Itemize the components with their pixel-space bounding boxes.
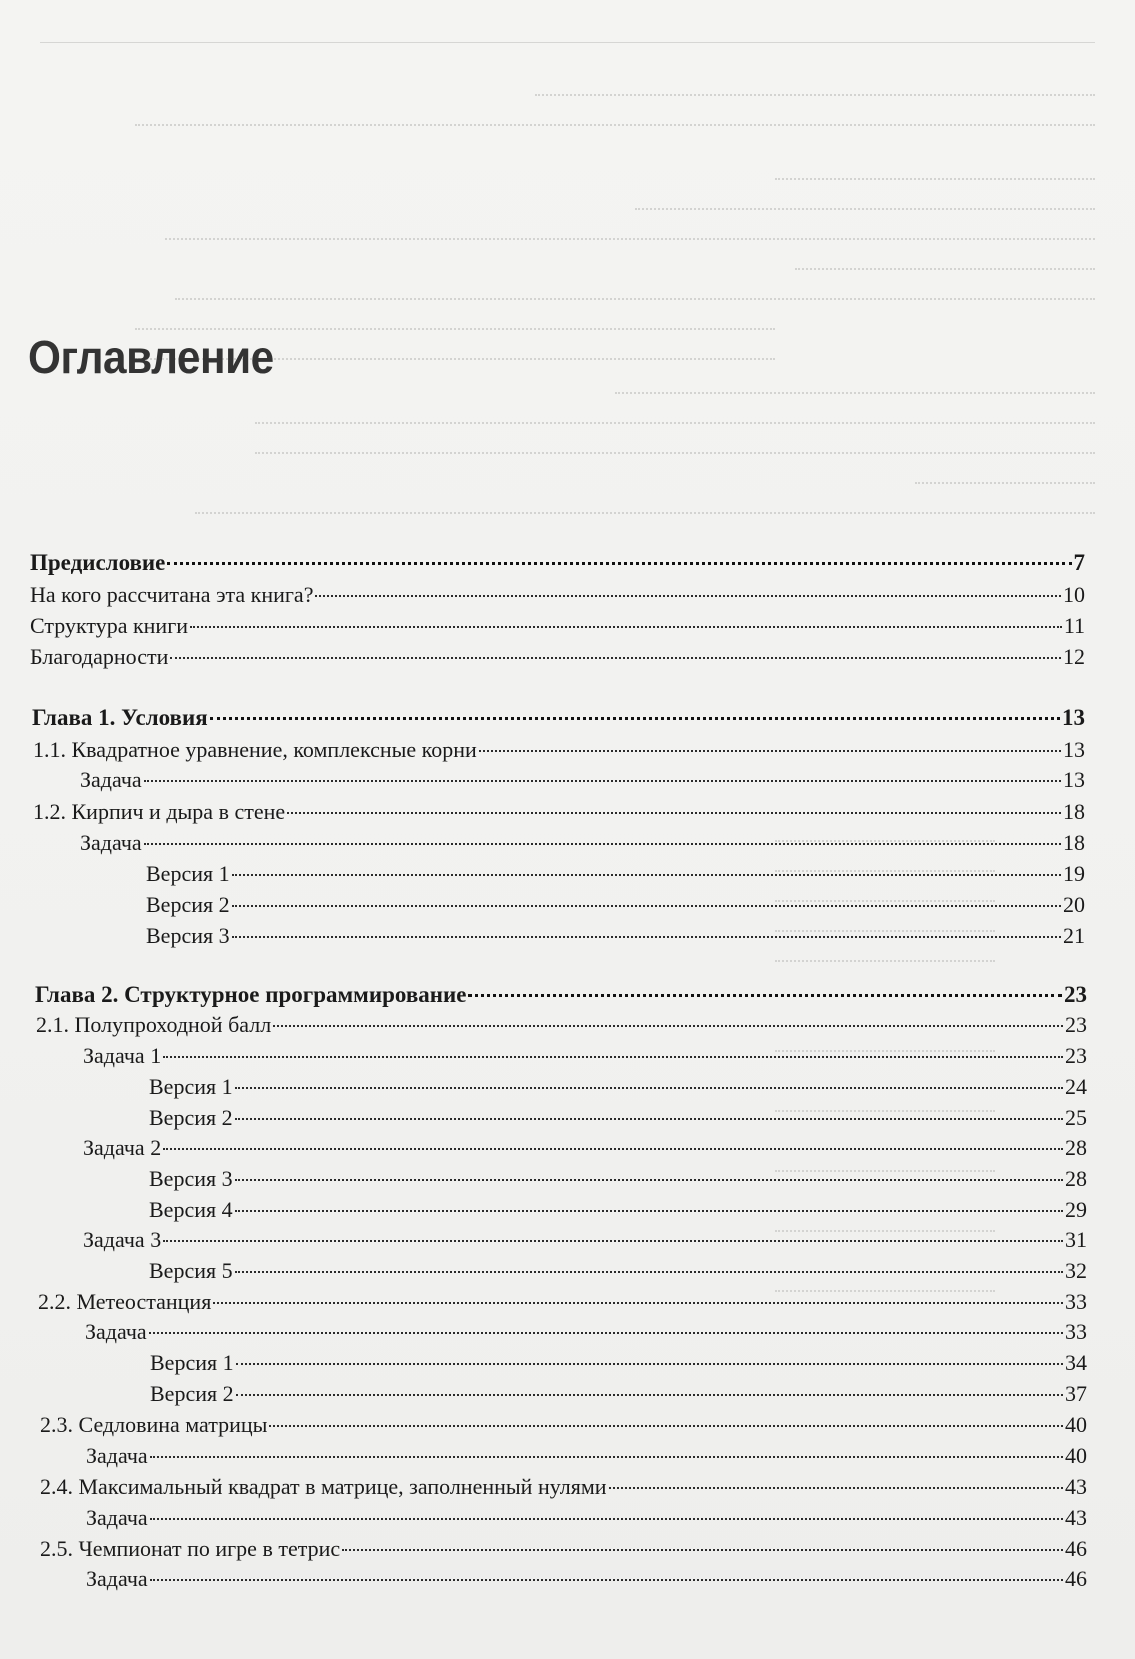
toc-entry[interactable] [149,1073,1087,1101]
toc-entry-title: 2.2. Метеостанция [38,1289,212,1314]
toc-page-number: 46 [1065,1566,1087,1591]
dot-leader [170,657,1061,659]
toc-entry-chapter-1[interactable] [32,704,1085,732]
toc-entry[interactable] [30,612,1085,640]
toc-entry[interactable] [149,1257,1087,1285]
toc-entry[interactable] [40,1535,1087,1563]
dot-leader [232,905,1061,907]
dot-leader [287,812,1061,814]
toc-entry[interactable] [80,829,1085,857]
toc-page-number: 46 [1065,1536,1087,1561]
toc-page-number: 12 [1063,644,1085,669]
toc-entry-title: 2.4. Максимальный квадрат в матрице, заполненный нулями [40,1474,607,1499]
dot-leader [236,1363,1063,1365]
dot-leader [150,1518,1063,1520]
toc-page-number: 23 [1065,1043,1087,1068]
toc-entry-title: Глава 1. Условия [32,705,208,730]
dot-leader [315,595,1061,597]
toc-entry[interactable] [30,643,1085,671]
toc-entry-title: Версия 1 [146,861,230,886]
toc-entry[interactable] [86,1565,1087,1593]
toc-entry-title: Задача 1 [83,1043,162,1068]
toc-page-number: 10 [1063,582,1085,607]
toc-entry-title: Версия 3 [146,923,230,948]
dot-leader [235,1118,1063,1120]
toc-entry-title: 2.5. Чемпионат по игре в тетрис [40,1536,341,1561]
dot-leader [210,717,1060,720]
toc-entry-title: 2.3. Седловина матрицы [40,1412,268,1437]
toc-entry-title: Версия 1 [150,1350,234,1375]
toc-page-number: 23 [1064,982,1087,1007]
toc-entry-title: Задача 3 [83,1227,162,1252]
dot-leader [342,1549,1063,1551]
toc-entry[interactable] [150,1380,1087,1408]
toc-page-number: 18 [1063,799,1085,824]
toc-entry[interactable] [146,891,1085,919]
toc-entry-title: 1.2. Кирпич и дыра в стене [33,799,286,824]
toc-entry[interactable] [149,1104,1087,1132]
toc-entry-title: На кого рассчитана эта книга? [30,582,314,607]
toc-entry[interactable] [150,1349,1087,1377]
dot-leader [235,1210,1063,1212]
toc-entry-title: Версия 5 [149,1258,233,1283]
toc-page-number: 13 [1062,705,1085,730]
toc-entry-title: 2.1. Полупроходной балл [36,1012,272,1037]
toc-page-number: 21 [1063,923,1085,948]
toc-page-number: 24 [1065,1074,1087,1099]
toc-entry[interactable] [83,1226,1087,1254]
toc-entry[interactable] [30,581,1085,609]
toc-entry[interactable] [40,1411,1087,1439]
toc-entry-title: Задача [80,767,142,792]
toc-entry-preface[interactable] [30,549,1085,577]
toc-page-number: 33 [1065,1289,1087,1314]
toc-entry[interactable] [86,1504,1087,1532]
toc-entry[interactable] [149,1165,1087,1193]
toc-page-number: 13 [1063,737,1085,762]
dot-leader [163,1148,1063,1150]
toc-entry-title: Благодарности [30,644,169,669]
dot-leader [235,1271,1063,1273]
toc-entry[interactable] [85,1318,1087,1346]
toc-page-number: 18 [1063,830,1085,855]
dot-leader [468,994,1062,997]
toc-entry[interactable] [33,736,1085,764]
dot-leader [150,1456,1063,1458]
toc-entry-title: Задача 2 [83,1135,162,1160]
dot-leader [479,750,1061,752]
toc-page-number: 19 [1063,861,1085,886]
dot-leader [167,562,1071,565]
dot-leader [235,1179,1063,1181]
toc-page-number: 40 [1065,1412,1087,1437]
dot-leader [213,1302,1063,1304]
toc-entry[interactable] [149,1196,1087,1224]
toc-page-number: 25 [1065,1105,1087,1130]
toc-page-number: 37 [1065,1381,1087,1406]
toc-page-number: 43 [1065,1505,1087,1530]
dot-leader [163,1056,1063,1058]
toc-page-number: 28 [1065,1166,1087,1191]
toc-page-number: 20 [1063,892,1085,917]
toc-entry[interactable] [83,1134,1087,1162]
toc-entry[interactable] [83,1042,1087,1070]
toc-entry-title: Глава 2. Структурное программирование [35,982,467,1007]
toc-entry-title: Версия 2 [150,1381,234,1406]
toc-entry[interactable] [146,922,1085,950]
dot-leader [163,1240,1063,1242]
toc-entry-title: Задача [86,1505,148,1530]
toc-page-number: 23 [1065,1012,1087,1037]
toc-page-number: 29 [1065,1197,1087,1222]
dot-leader [236,1394,1063,1396]
toc-page-number: 43 [1065,1474,1087,1499]
dot-leader [149,1332,1063,1334]
toc-entry-title: Задача [80,830,142,855]
toc-entry[interactable] [36,1011,1087,1039]
toc-page-number: 34 [1065,1350,1087,1375]
dot-leader [150,1579,1063,1581]
toc-entry-title: Версия 2 [146,892,230,917]
dot-leader [273,1025,1063,1027]
toc-entry[interactable] [80,766,1085,794]
toc-entry-title: Задача [86,1443,148,1468]
toc-entry-title: Предисловие [30,550,166,575]
toc-entry-title: Версия 1 [149,1074,233,1099]
toc-page-number: 13 [1063,767,1085,792]
toc-page-number: 28 [1065,1135,1087,1160]
dot-leader [190,626,1062,628]
toc-page-number: 7 [1073,550,1085,575]
toc-page-number: 33 [1065,1319,1087,1344]
toc-page-number: 31 [1065,1227,1087,1252]
toc-entry-title: Задача [86,1566,148,1591]
toc-entry[interactable] [33,798,1085,826]
toc-page-number: 40 [1065,1443,1087,1468]
toc-page-number: 32 [1065,1258,1087,1283]
dot-leader [232,874,1061,876]
toc-entry-chapter-2[interactable] [35,981,1087,1009]
dot-leader [235,1087,1063,1089]
dot-leader [232,936,1061,938]
toc-entry[interactable] [146,860,1085,888]
toc-entry-title: 1.1. Квадратное уравнение, комплексные корни [33,737,477,762]
dot-leader [144,843,1061,845]
dot-leader [609,1487,1063,1489]
toc-entry-title: Версия 2 [149,1105,233,1130]
toc-entry[interactable] [86,1442,1087,1470]
dot-leader [144,780,1061,782]
toc-entry-title: Структура книги [30,613,188,638]
toc-entry[interactable] [40,1473,1087,1501]
toc-entry-title: Задача [85,1319,147,1344]
page-title: Оглавление [28,331,274,383]
toc-entry[interactable] [38,1288,1087,1316]
toc-entry-title: Версия 3 [149,1166,233,1191]
toc-page-number: 11 [1063,613,1085,638]
dot-leader [269,1425,1063,1427]
toc-entry-title: Версия 4 [149,1197,233,1222]
